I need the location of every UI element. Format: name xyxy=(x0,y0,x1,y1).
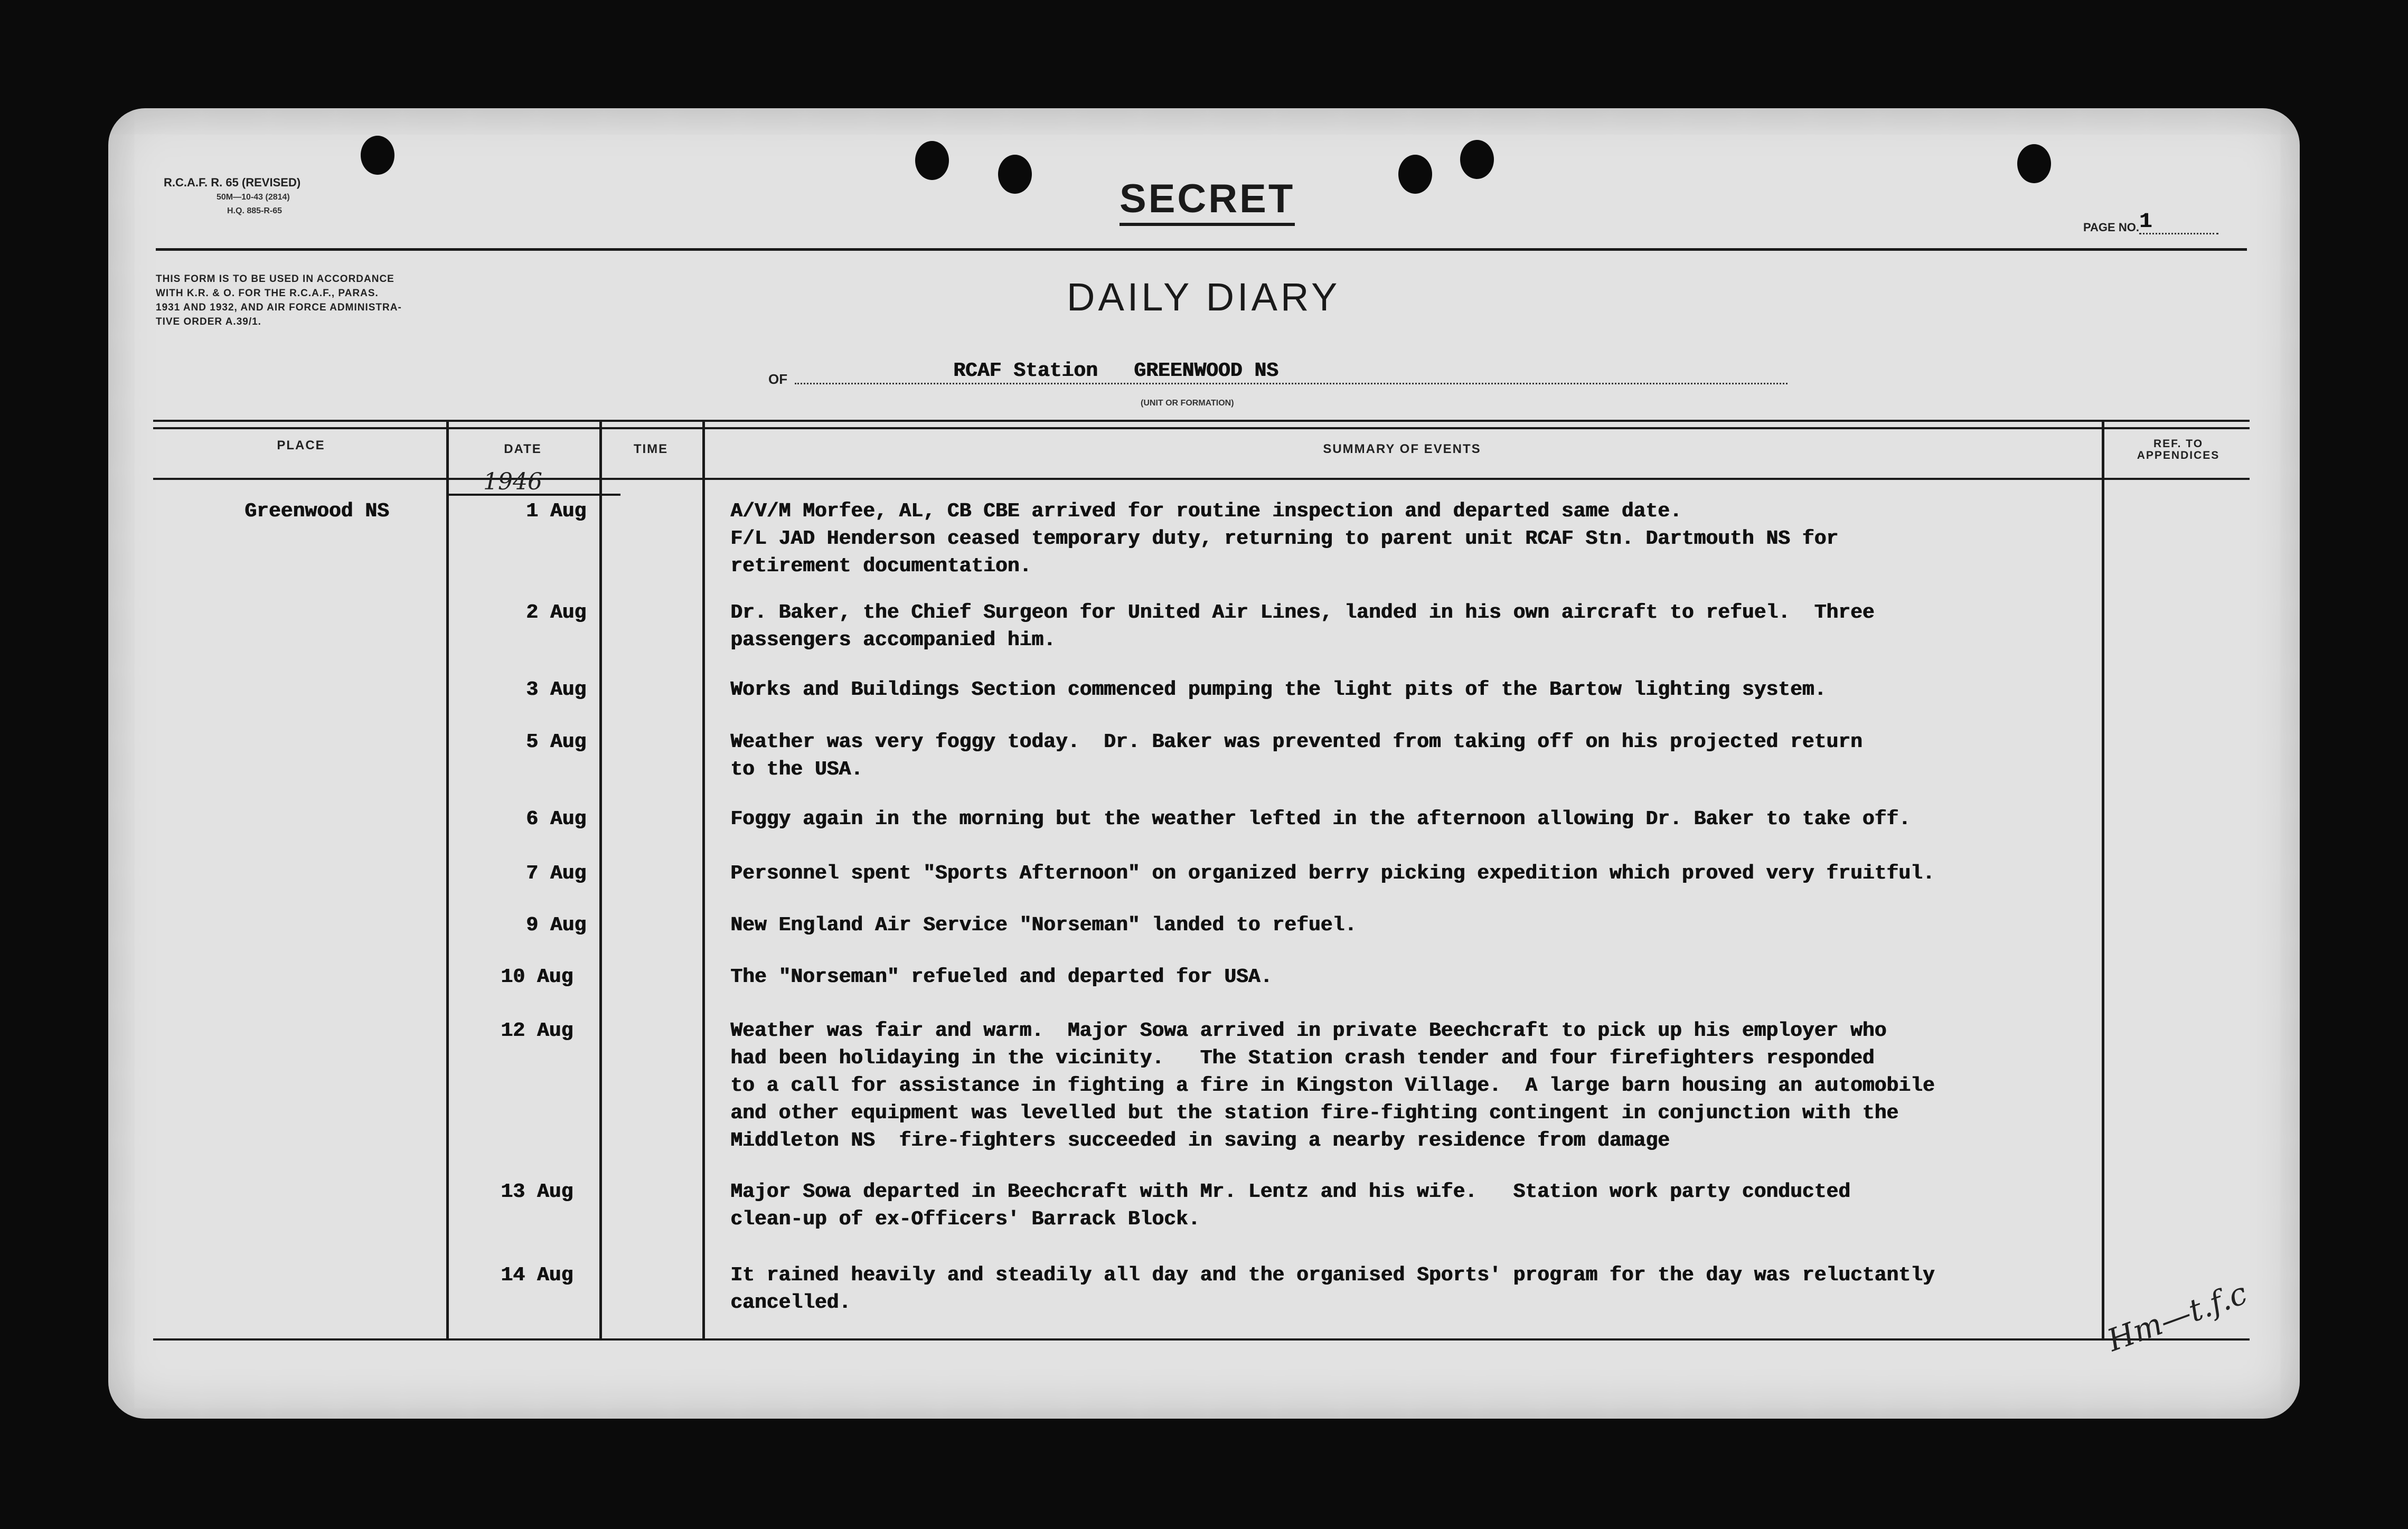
instruction-line: 1931 AND 1932, AND AIR FORCE ADMINISTRA- xyxy=(156,302,402,313)
summary-line: passengers accompanied him. xyxy=(730,629,1056,652)
table-bottom-rule xyxy=(153,1338,2250,1341)
summary-line: Personnel spent "Sports Afternoon" on organized berry picking expedition which proved very fruitful. xyxy=(730,862,1935,885)
column-divider xyxy=(2102,422,2104,1338)
entry-date: 10 Aug xyxy=(501,966,573,988)
summary-line: to a call for assistance in fighting a fire in Kingston Village. A large barn housing an automobile xyxy=(730,1074,1935,1097)
entry-summary xyxy=(730,599,1874,654)
appendices-label: APPENDICES xyxy=(2137,449,2220,461)
year-handwritten: 1946 xyxy=(483,468,542,495)
entry-summary xyxy=(730,964,1272,991)
column-divider xyxy=(702,422,705,1338)
entry-summary xyxy=(730,912,1357,939)
entry-date: 7 Aug xyxy=(525,862,586,885)
entry-summary xyxy=(730,676,1826,704)
entry-date: 2 Aug xyxy=(525,601,586,624)
entry-summary xyxy=(730,1178,1850,1233)
entry-summary xyxy=(730,860,1934,888)
ref-label: REF. TO xyxy=(2153,438,2204,450)
entry-summary xyxy=(730,1017,1934,1155)
unit-name: RCAF Station GREENWOOD NS xyxy=(953,360,1278,382)
entry-date: 1 Aug xyxy=(525,500,586,523)
summary-line: cancelled. xyxy=(730,1291,851,1314)
column-header-time: TIME xyxy=(633,442,669,456)
entry-date: 6 Aug xyxy=(525,808,586,830)
summary-line: Middleton NS fire-fighters succeeded in saving a nearby residence from damage xyxy=(730,1129,1670,1152)
summary-line: Works and Buildings Section commenced pumping the light pits of the Bartow lighting system. xyxy=(730,678,1827,701)
summary-line: A/V/M Morfee, AL, CB CBE arrived for routine inspection and departed same date. xyxy=(730,500,1682,523)
summary-line: clean-up of ex-Officers' Barrack Block. xyxy=(730,1208,1200,1231)
entry-date: 9 Aug xyxy=(525,914,586,937)
header-rule xyxy=(156,248,2247,251)
entry-summary xyxy=(730,498,1838,580)
diary-sheet xyxy=(108,108,2300,1419)
punch-hole xyxy=(2017,144,2051,183)
summary-line: F/L JAD Henderson ceased temporary duty, returning to parent unit RCAF Stn. Dartmouth NS for xyxy=(730,527,1838,550)
form-code: 50M—10-43 (2814) xyxy=(217,193,290,202)
page-number: 1 xyxy=(2139,212,2218,234)
entry-date: 13 Aug xyxy=(501,1181,573,1203)
form-number: R.C.A.F. R. 65 (REVISED) xyxy=(164,176,301,189)
signature: Hm—t.f.c xyxy=(2102,1275,2252,1359)
unit-line xyxy=(795,383,1788,384)
table-top-rule xyxy=(153,427,2250,429)
punch-hole xyxy=(1460,140,1494,179)
summary-line: Foggy again in the morning but the weather lefted in the afternoon allowing Dr. Baker to take off. xyxy=(730,808,1911,830)
unit-caption: (UNIT OR FORMATION) xyxy=(1141,399,1234,408)
summary-line: Weather was fair and warm. Major Sowa arrived in private Beechcraft to pick up his employer who xyxy=(730,1020,1887,1042)
entry-summary xyxy=(730,1262,1934,1317)
entry-summary xyxy=(730,806,1911,833)
instruction-line: TIVE ORDER A.39/1. xyxy=(156,316,261,327)
summary-line: Weather was very foggy today. Dr. Baker was prevented from taking off on his projected return xyxy=(730,731,1863,753)
summary-line: The "Norseman" refueled and departed for USA. xyxy=(730,966,1273,988)
punch-hole xyxy=(1398,155,1432,194)
column-header-date: DATE xyxy=(504,442,542,456)
page-title: DAILY DIARY xyxy=(1067,275,1341,319)
column-header-place: PLACE xyxy=(277,438,325,452)
punch-hole xyxy=(915,141,949,180)
table-header-rule xyxy=(153,478,2250,480)
column-header-ref xyxy=(2102,438,2255,461)
summary-line: and other equipment was levelled but the station fire-fighting contingent in conjunction with the xyxy=(730,1102,1898,1125)
entry-summary xyxy=(730,729,1863,784)
page-label: PAGE NO. xyxy=(2083,221,2139,234)
summary-line: retirement documentation. xyxy=(730,555,1032,578)
summary-line: had been holidaying in the vicinity. The Station crash tender and four firefighters responded xyxy=(730,1047,1875,1070)
column-header-summary: SUMMARY OF EVENTS xyxy=(1323,442,1481,456)
column-divider xyxy=(599,422,602,1338)
of-label: OF xyxy=(768,371,788,387)
entry-date: 3 Aug xyxy=(525,678,586,701)
classification-stamp: SECRET xyxy=(1120,176,1295,226)
form-code: H.Q. 885-R-65 xyxy=(227,206,283,215)
instruction-line: THIS FORM IS TO BE USED IN ACCORDANCE xyxy=(156,273,394,285)
summary-line: Major Sowa departed in Beechcraft with Mr. Lentz and his wife. Station work party conducted xyxy=(730,1181,1850,1203)
instruction-line: WITH K.R. & O. FOR THE R.C.A.F., PARAS. xyxy=(156,288,379,299)
summary-line: Dr. Baker, the Chief Surgeon for United Air Lines, landed in his own aircraft to refuel. Three xyxy=(730,601,1875,624)
punch-hole xyxy=(998,155,1032,194)
table-top-rule xyxy=(153,420,2250,422)
entry-date: 12 Aug xyxy=(501,1020,573,1042)
punch-hole xyxy=(361,136,394,175)
place-cell: Greenwood NS xyxy=(244,500,389,523)
entry-date: 5 Aug xyxy=(525,731,586,753)
form-instructions xyxy=(156,272,402,329)
entry-date: 14 Aug xyxy=(501,1264,573,1287)
page-number-field xyxy=(2083,212,2218,234)
summary-line: to the USA. xyxy=(730,758,863,781)
summary-line: New England Air Service "Norseman" landed to refuel. xyxy=(730,914,1357,937)
summary-line: It rained heavily and steadily all day and the organised Sports' program for the day was reluctantly xyxy=(730,1264,1935,1287)
